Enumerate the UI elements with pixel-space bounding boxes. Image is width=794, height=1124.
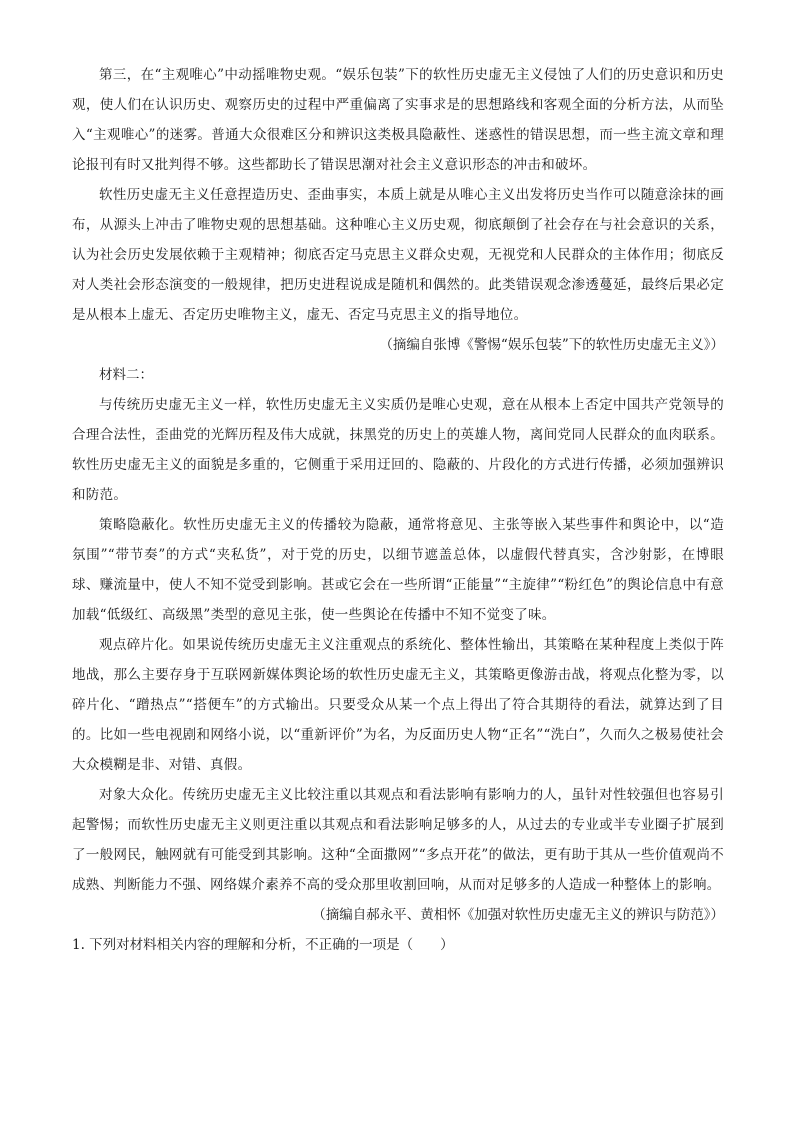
material2-paragraph-4: 对象大众化。传统历史虚无主义比较注重以其观点和看法影响有影响力的人，虽针对性较强但也容易引起警惕；而软性历史虚无主义则更注重以其观点和看法影响足够多的人，从过去的专业或半专业圈子扩展到了一般网民，触网就有可能受到其影响。这种“全面撒网”“多点开花”的做法，更有助于其从一些价值观尚不成熟、判断能力不强、网络媒介素养不高的受众那里收割回响，从而对足够多的人造成一种整体上的影响。 [72, 787, 724, 893]
document-page [72, 60, 724, 960]
material2-paragraph-3: 观点碎片化。如果说传统历史虚无主义注重观点的系统化、整体性输出，其策略在某种程度上类似于阵地战，那么主要存身于互联网新媒体舆论场的软性历史虚无主义，其策略更像游击战，将观点化整为零，以碎片化、“蹭热点”“搭便车”的方式输出。只要受众从某一个点上得出了符合其期待的看法，就算达到了目的。比如一些电视剧和网络小说，以“重新评价”为名，为反面历史人物“正名”“洗白”，久而久之极易使社会大众模糊是非、对错、真假。 [72, 637, 724, 773]
material1-paragraph-2: 软性历史虚无主义任意捏造历史、歪曲事实，本质上就是从唯心主义出发将历史当作可以随意涂抹的画布，从源头上冲击了唯物史观的思想基础。这种唯心主义历史观，彻底颠倒了社会存在与社会意识的关系，认为社会历史发展依赖于主观精神；彻底否定马克思主义群众史观，无视党和人民群众的主体作用；彻底反对人类社会形态演变的一般规律，把历史进程说成是随机和偶然的。此类错误观念渗透蔓延，最终后果必定是从根本上虚无、否定历史唯物主义，虚无、否定马克思主义的指导地位。 [72, 187, 724, 323]
material1-source: （摘编自张博《警惕“娱乐包装”下的软性历史虚无主义》） [379, 337, 724, 353]
material2-source: （摘编自郝永平、黄相怀《加强对软性历史虚无主义的辨识与防范》） [312, 907, 724, 923]
question-1: 1. 下列对材料相关内容的理解和分析，不正确的一项是（ ） [72, 937, 454, 953]
material2-heading: 材料二： [99, 367, 153, 383]
material2-paragraph-1: 与传统历史虚无主义一样，软性历史虚无主义实质仍是唯心史观，意在从根本上否定中国共产党领导的合理合法性，歪曲党的光辉历程及伟大成就，抹黑党的历史上的英雄人物，离间党同人民群众的血肉联系。软性历史虚无主义的面貌是多重的，它侧重于采用迂回的、隐蔽的、片段化的方式进行传播，必须加强辨识和防范。 [72, 397, 724, 503]
material1-paragraph-1: 第三，在“主观唯心”中动摇唯物史观。“娱乐包装”下的软性历史虚无主义侵蚀了人们的历史意识和历史观，使人们在认识历史、观察历史的过程中严重偏离了实事求是的思想路线和客观全面的分析方法，从而坠入“主观唯心”的迷雾。普通大众很难区分和辨识这类极具隐蔽性、迷惑性的错误思想，而一些主流文章和理论报刊有时又批判得不够。这些都助长了错误思潮对社会主义意识形态的冲击和破坏。 [72, 67, 724, 173]
material2-paragraph-2: 策略隐蔽化。软性历史虚无主义的传播较为隐蔽，通常将意见、主张等嵌入某些事件和舆论中，以“造氛围”“带节奏”的方式“夹私货”，对于党的历史，以细节遮盖总体，以虚假代替真实，含沙射影，在博眼球、赚流量中，使人不知不觉受到影响。甚或它会在一些所谓“正能量”“主旋律”“粉红色”的舆论信息中有意加载“低级红、高级黑”类型的意见主张，使一些舆论在传播中不知不觉变了味。 [72, 517, 724, 623]
